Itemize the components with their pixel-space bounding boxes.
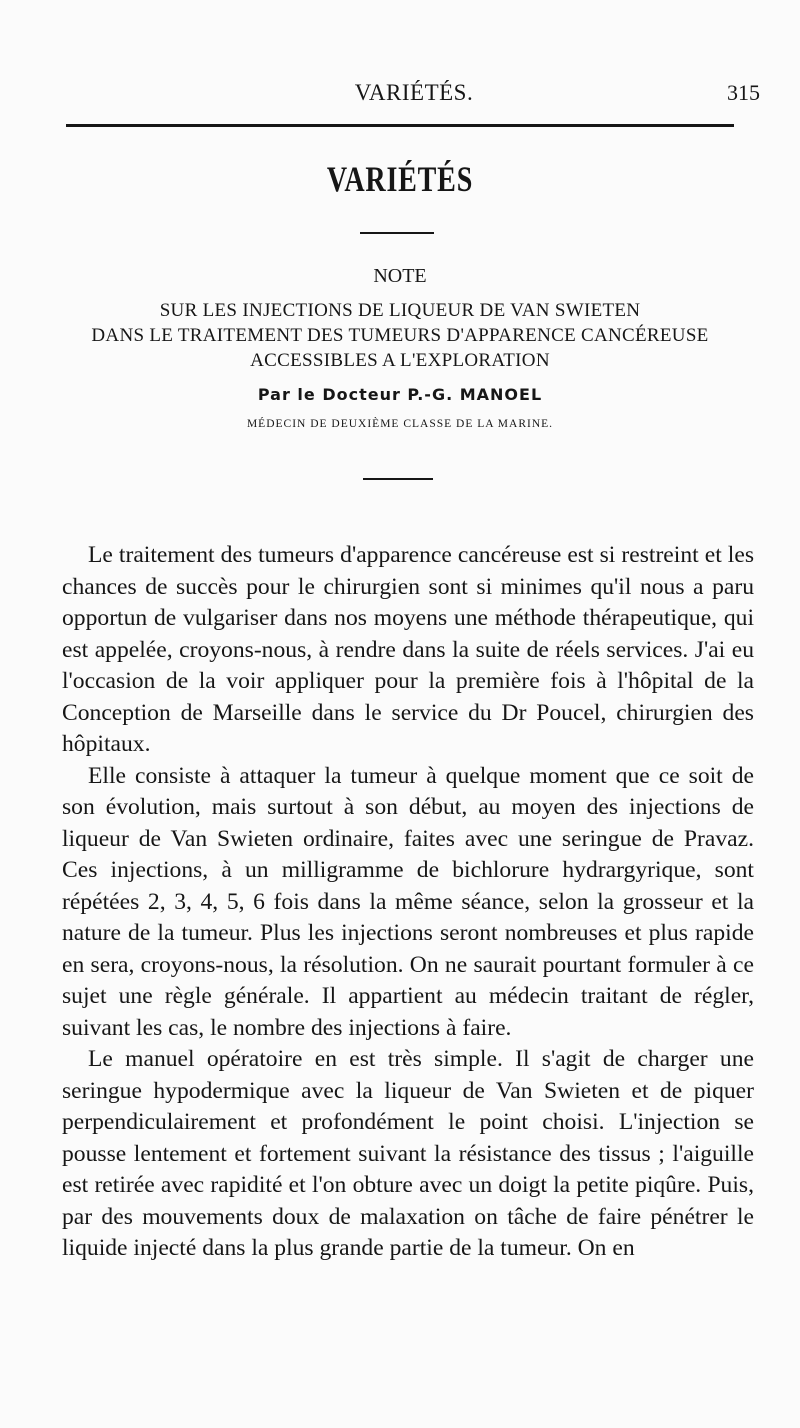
note-subtitle-line: SUR LES INJECTIONS DE LIQUEUR DE VAN SWIETEN: [159, 300, 641, 321]
paragraph: Le manuel opératoire en est très simple. Il s'agit de charger une seringue hypodermique avec la liqueur de Van Swieten et de piquer perpendiculairement et profondément le point choisi. L'injection se pousse lentement et fortement suivant la résistance des tissus ; l'aiguille est retirée avec rapidité et l'on obture avec un doigt la petite piqûre. Puis, par des mouvements doux de malaxation on tâche de faire pénétrer le liquide injecté dans la plus grande partie de la tumeur. On en: [62, 1046, 754, 1261]
paragraph: Elle consiste à attaquer la tumeur à quelque moment que ce soit de son évolution, mais surtout à son début, au moyen des injections de liqueur de Van Swieten ordinaire, faites avec une seringue de Pravaz. Ces injections, à un milligramme de bichlorure hydrargyrique, sont répétées 2, 3, 4, 5, 6 fois dans la même séance, selon la grosseur et la nature de la tumeur. Plus les injections seront nombreuses et plus rapide en sera, croyons-nous, la résolution. On ne saurait pourtant formuler à ce sujet une règle générale. Il appartient au médecin traitant de régler, suivant les cas, le nombre des injections à faire.: [62, 762, 754, 1041]
author-line: Par le Docteur P.-G. MANOEL: [257, 385, 543, 404]
running-title: VARIÉTÉS.: [354, 80, 474, 105]
header-rule: [66, 124, 734, 127]
note-subtitle-line: ACCESSIBLES A L'EXPLORATION: [250, 350, 550, 371]
page-number: 315: [727, 80, 760, 105]
note-heading: [0, 256, 800, 430]
article-body: [62, 540, 754, 1265]
section-title: VARIÉTÉS: [326, 159, 474, 199]
title-divider: [360, 232, 434, 234]
author-title: MÉDECIN DE DEUXIÈME CLASSE DE LA MARINE.: [246, 418, 554, 430]
note-subtitle: [0, 298, 800, 373]
note-subtitle-line: DANS LE TRAITEMENT DES TUMEURS D'APPARENCE CANCÉREUSE: [91, 325, 709, 346]
note-label: NOTE: [373, 265, 427, 287]
heading-divider: [363, 478, 433, 480]
paragraph: Le traitement des tumeurs d'apparence cancéreuse est si restreint et les chances de succès pour le chirurgien sont si minimes qu'il nous a paru opportun de vulgariser dans nos moyens une méthode thérapeutique, qui est appelée, croyons-nous, à rendre dans la suite de réels services. J'ai eu l'occasion de la voir appliquer pour la première fois à l'hôpital de la Conception de Marseille dans le service du Dr Poucel, chirurgien des hôpitaux.: [62, 542, 754, 757]
running-header: [62, 72, 766, 112]
